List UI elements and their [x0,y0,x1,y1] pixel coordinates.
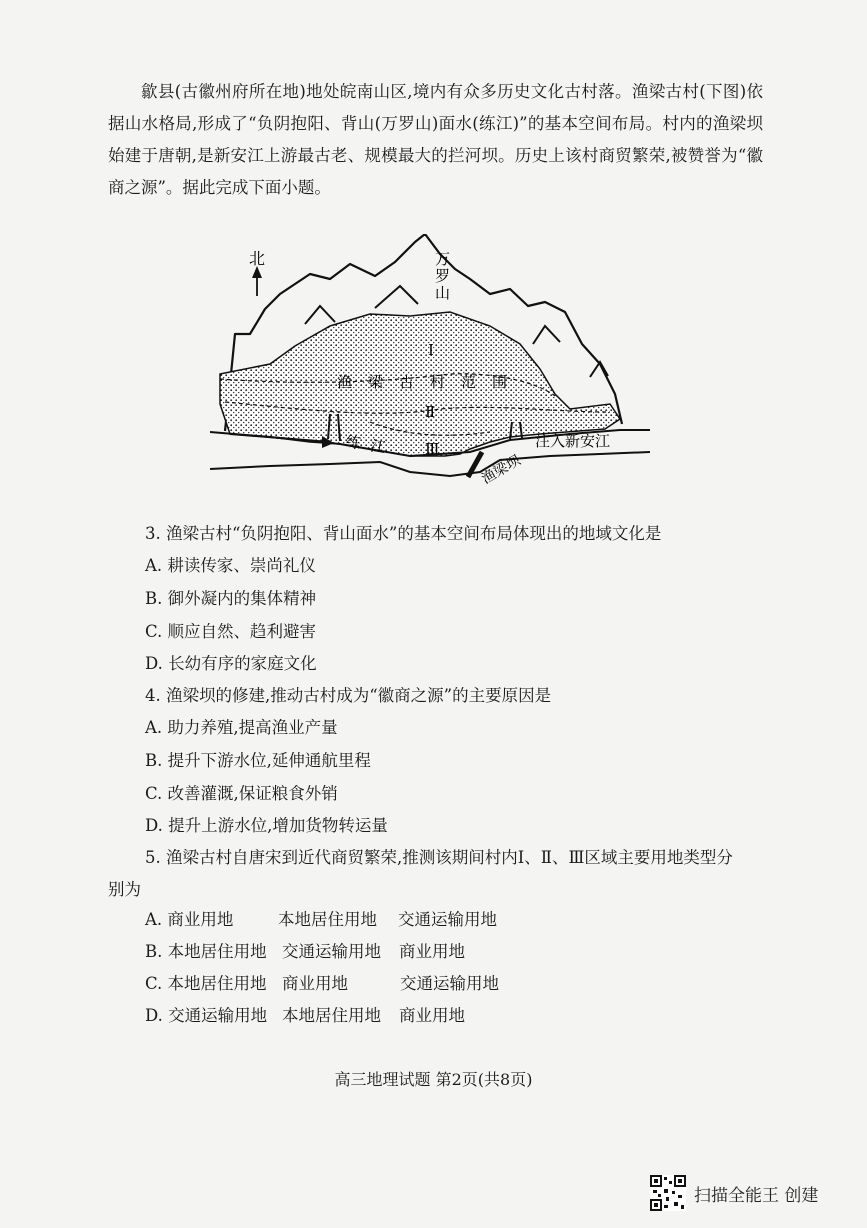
peak-mark [533,326,560,344]
option-b[interactable]: B. 御外凝内的集体精神 [145,589,317,608]
option-b-zone-3: 商业用地 [399,942,465,961]
outflow-label: 注入新安江 [535,432,611,450]
zone-2-label: Ⅱ [425,403,436,421]
watermark-text: 扫描全能王 创建 [694,1185,819,1206]
village-map [210,234,650,494]
option-a-zone-3: 交通运输用地 [398,910,497,929]
option-b-zone-1: B. 本地居住用地 [145,942,267,961]
option-d[interactable]: D. 长幼有序的家庭文化 [145,654,317,673]
option-b-zone-2: 交通运输用地 [282,942,381,961]
qr-code-icon [650,1175,686,1211]
peak-mark [375,286,418,308]
option-a[interactable]: A. 耕读传家、崇尚礼仪 [145,556,316,575]
intro-passage [108,76,763,204]
scanner-watermark [650,1173,818,1213]
page-footer: 高三地理试题 第2页(共8页) [334,1070,533,1089]
option-a-zone-2: 本地居住用地 [278,910,377,929]
zone-1-label: Ⅰ [428,341,434,359]
zone-3-label: Ⅲ [425,440,440,458]
option-d[interactable]: D. 提升上游水位,增加货物转运量 [145,816,388,835]
option-b[interactable]: B. 提升下游水位,延伸通航里程 [145,751,371,770]
mountain-label [435,250,450,302]
intro-text: 歙县(古徽州府所在地)地处皖南山区,境内有众多历史文化古村落。渔梁古村(下图)依据山水格局,形成了“负阴抱阳、背山(万罗山)面水(练江)”的基本空间布局。村内的渔梁坝始建于唐朝,是新安江上游最古老、规模最大的拦河坝。历史上该村商贸繁荣,被赞誉为“徽商之源”。据此完成下面小题。 [108,82,763,197]
option-a[interactable]: A. 助力养殖,提高渔业产量 [145,718,338,737]
option-c[interactable]: C. 顺应自然、趋利避害 [145,622,317,641]
option-c-zone-2: 商业用地 [282,974,348,993]
mountain-label-char: 万 [435,250,451,268]
north-label: 北 [249,249,266,268]
question-stem-line-2: 别为 [108,880,141,899]
question-5 [108,844,770,1034]
option-c-zone-3: 交通运输用地 [400,974,499,993]
option-d-zone-2: 本地居住用地 [282,1006,381,1025]
village-label: 渔梁古村范围 [337,373,524,391]
question-stem-line-1: 5. 渔梁古村自唐宋到近代商贸繁荣,推测该期间村内Ⅰ、Ⅱ、Ⅲ区域主要用地类型分 [145,848,733,867]
option-d-zone-3: 商业用地 [399,1006,465,1025]
question-stem: 4. 渔梁坝的修建,推动古村成为“徽商之源”的主要原因是 [145,686,552,705]
river-label: 练江 [344,432,397,459]
option-d-zone-1: D. 交通运输用地 [145,1006,268,1025]
option-c-zone-1: C. 本地居住用地 [145,974,267,993]
question-3 [145,520,765,680]
question-4 [145,682,765,842]
option-c[interactable]: C. 改善灌溉,保证粮食外销 [145,784,338,803]
village-map-figure [210,234,650,494]
peak-mark [305,306,335,324]
dam-label: 渔梁坝 [479,452,524,488]
mountain-label-char: 山 [435,284,451,302]
option-a-zone-1: A. 商业用地 [145,910,234,929]
mountain-label-char: 罗 [435,267,451,285]
question-stem: 3. 渔梁古村“负阴抱阳、背山面水”的基本空间布局体现出的地域文化是 [145,524,662,543]
